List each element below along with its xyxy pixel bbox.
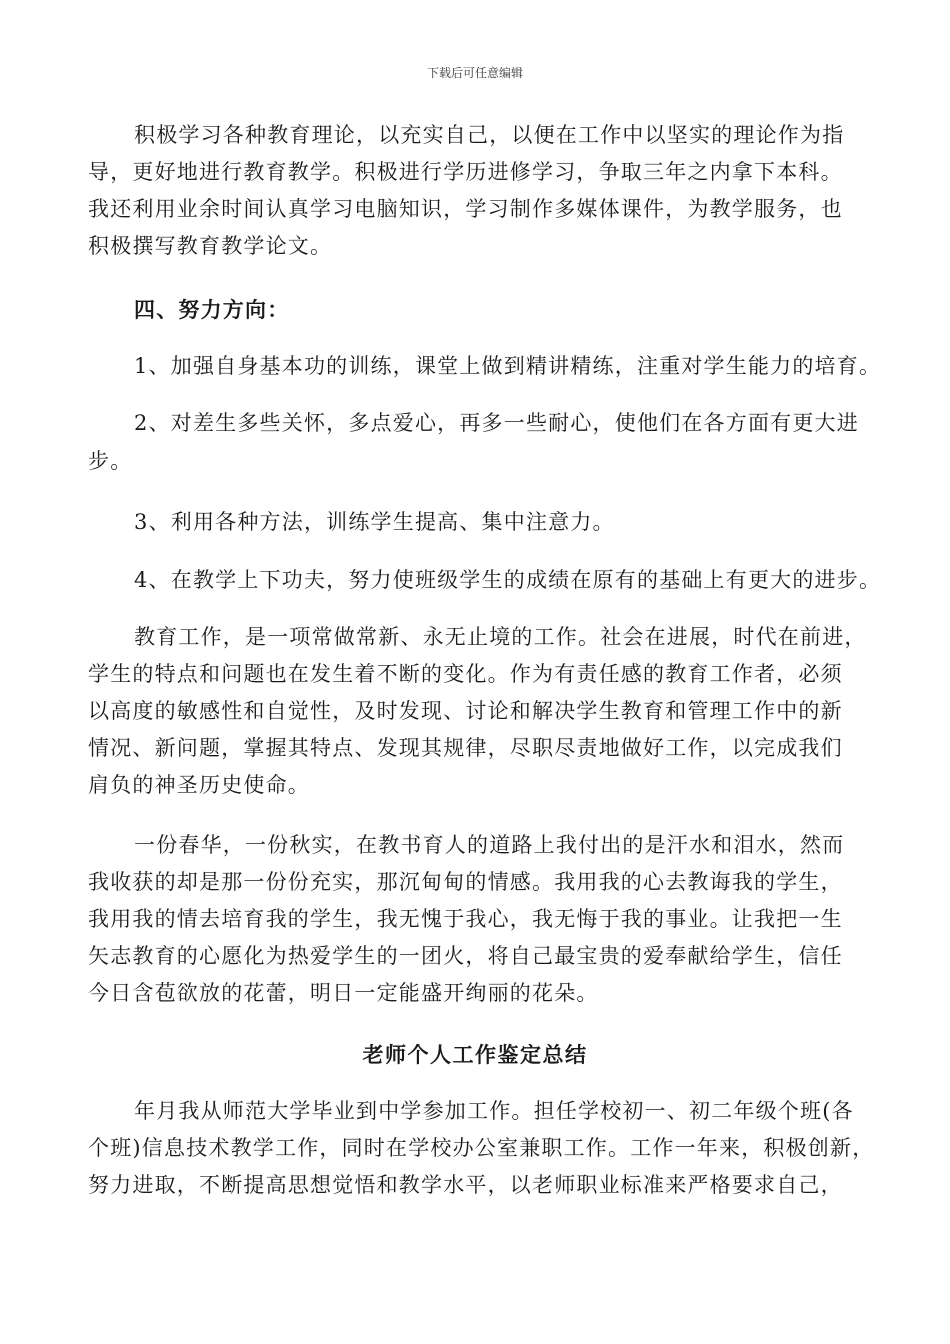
paragraph-line: 矢志教育的心愿化为热爱学生的一团火，将自己最宝贵的爱奉献给学生，信任 bbox=[88, 944, 843, 968]
paragraph-line: 一份春华，一份秋实，在教书育人的道路上我付出的是汗水和泪水，然而 bbox=[134, 833, 845, 857]
paragraph-line: 我收获的却是那一份份充实，那沉甸甸的情感。我用我的心去教诲我的学生， bbox=[88, 870, 843, 894]
document-title: 老师个人工作鉴定总结 bbox=[362, 1042, 588, 1067]
paragraph-line: 年月我从师范大学毕业到中学参加工作。担任学校初一、初二年级个班(各 bbox=[134, 1099, 854, 1123]
list-item-continuation: 步。 bbox=[88, 449, 133, 473]
paragraph-line: 我用我的情去培育我的学生，我无愧于我心，我无悔于我的事业。让我把一生 bbox=[88, 907, 843, 931]
paragraph-line: 今日含苞欲放的花蕾，明日一定能盛开绚丽的花朵。 bbox=[88, 981, 599, 1005]
paragraph-line: 肩负的神圣历史使命。 bbox=[88, 773, 310, 797]
list-item: 2、对差生多些关怀，多点爱心，再多一些耐心，使他们在各方面有更大进 bbox=[134, 411, 859, 435]
paragraph-line: 以高度的敏感性和自觉性，及时发现、讨论和解决学生教育和管理工作中的新 bbox=[88, 699, 843, 723]
paragraph-line: 学生的特点和问题也在发生着不断的变化。作为有责任感的教育工作者，必须 bbox=[88, 662, 843, 686]
paragraph-line: 导，更好地进行教育教学。积极进行学历进修学习，争取三年之内拿下本科。 bbox=[88, 160, 843, 184]
paragraph-line: 个班)信息技术教学工作，同时在学校办公室兼职工作。工作一年来，积极创新， bbox=[88, 1136, 875, 1160]
paragraph-line: 教育工作，是一项常做常新、永无止境的工作。社会在进展，时代在前进， bbox=[134, 625, 867, 649]
list-item: 1、加强自身基本功的训练，课堂上做到精讲精练，注重对学生能力的培育。 bbox=[134, 354, 882, 378]
section-heading: 四、努力方向： bbox=[134, 297, 290, 322]
paragraph-line: 情况、新问题，掌握其特点、发现其规律，尽职尽责地做好工作，以完成我们 bbox=[88, 736, 843, 760]
paragraph-line: 我还利用业余时间认真学习电脑知识，学习制作多媒体课件，为教学服务，也 bbox=[88, 197, 843, 221]
paragraph-line: 努力进取，不断提高思想觉悟和教学水平，以老师职业标准来严格要求自己， bbox=[88, 1173, 843, 1197]
header-note: 下载后可任意编辑 bbox=[426, 66, 523, 80]
list-item: 4、在教学上下功夫，努力使班级学生的成绩在原有的基础上有更大的进步。 bbox=[134, 568, 882, 592]
list-item: 3、利用各种方法，训练学生提高、集中注意力。 bbox=[134, 510, 615, 534]
paragraph-line: 积极学习各种教育理论，以充实自己，以便在工作中以坚实的理论作为指 bbox=[134, 123, 845, 147]
paragraph-line: 积极撰写教育教学论文。 bbox=[88, 234, 333, 258]
